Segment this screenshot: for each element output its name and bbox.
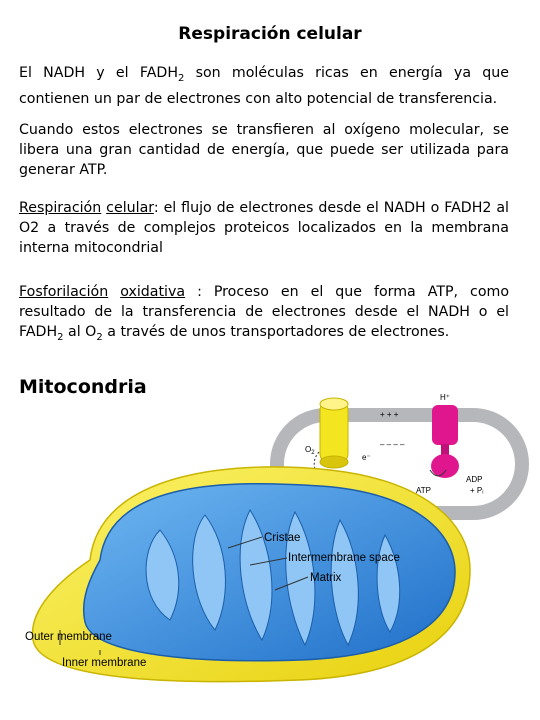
intermembrane-label: Intermembrane space <box>288 552 400 564</box>
p1-text-b: son moléculas ricas en energía ya que contienen un par de electrones con alto potencial de transferencia. <box>19 65 509 107</box>
term-oxidativa: oxidativa <box>120 284 186 300</box>
p4-text-c: a través de unos transportadores de electrones. <box>102 324 450 340</box>
o2-label: $O_2$ <box>305 445 315 456</box>
mitochondrion <box>32 467 470 682</box>
charge-minus: – – – – <box>380 440 405 449</box>
atp-label: ATP <box>416 486 431 495</box>
term-fosforilacion: Fosforilación <box>19 284 109 300</box>
matrix-label: Matrix <box>310 572 342 584</box>
charge-plus: + + + <box>380 410 399 419</box>
paragraph-respiration-definition <box>19 198 509 258</box>
inner-membrane-label: Inner membrane <box>62 657 147 669</box>
adp-label: ADP <box>466 475 483 484</box>
mitochondria-figure <box>0 375 540 720</box>
atp-synthase <box>431 405 459 478</box>
p4-subscript-2: 2 <box>96 331 103 343</box>
page-title: Respiración celular <box>178 24 362 44</box>
term-celular: celular <box>106 200 154 216</box>
p4-text-a: : Proceso en el que forma ATP, como resultado de la transferencia de electrones desde el NADH o el FADH <box>19 284 510 340</box>
p3-definition: : el flujo de electrones desde el NADH o FADH2 al O2 a través de complejos proteicos localizados en la membrana interna mitocondrial <box>19 200 509 256</box>
p4-text-b: al O <box>63 324 97 340</box>
paragraph-electrons: Cuando estos electrones se transfieren al oxígeno molecular, se libera una gran cantidad de energía, que puede ser utilizada para generar ATP. <box>19 122 509 178</box>
paragraph-oxidative-phosphorylation <box>19 282 509 348</box>
p1-text-a: El NADH y el FADH <box>19 65 178 81</box>
term-respiracion: Respiración <box>19 200 102 216</box>
cristae-label: Cristae <box>264 532 301 544</box>
h-plus-top: H⁺ <box>440 393 450 402</box>
section-heading-mitocondria: Mitocondria <box>19 376 147 398</box>
yellow-complex <box>320 398 348 468</box>
paragraph-nadh <box>19 63 509 109</box>
electron-label: e⁻ <box>362 453 371 462</box>
p1-subscript: 2 <box>178 72 185 84</box>
p4-subscript-1: 2 <box>57 331 64 343</box>
pi-label: + Pᵢ <box>470 486 484 495</box>
outer-membrane-label: Outer membrane <box>25 631 112 643</box>
